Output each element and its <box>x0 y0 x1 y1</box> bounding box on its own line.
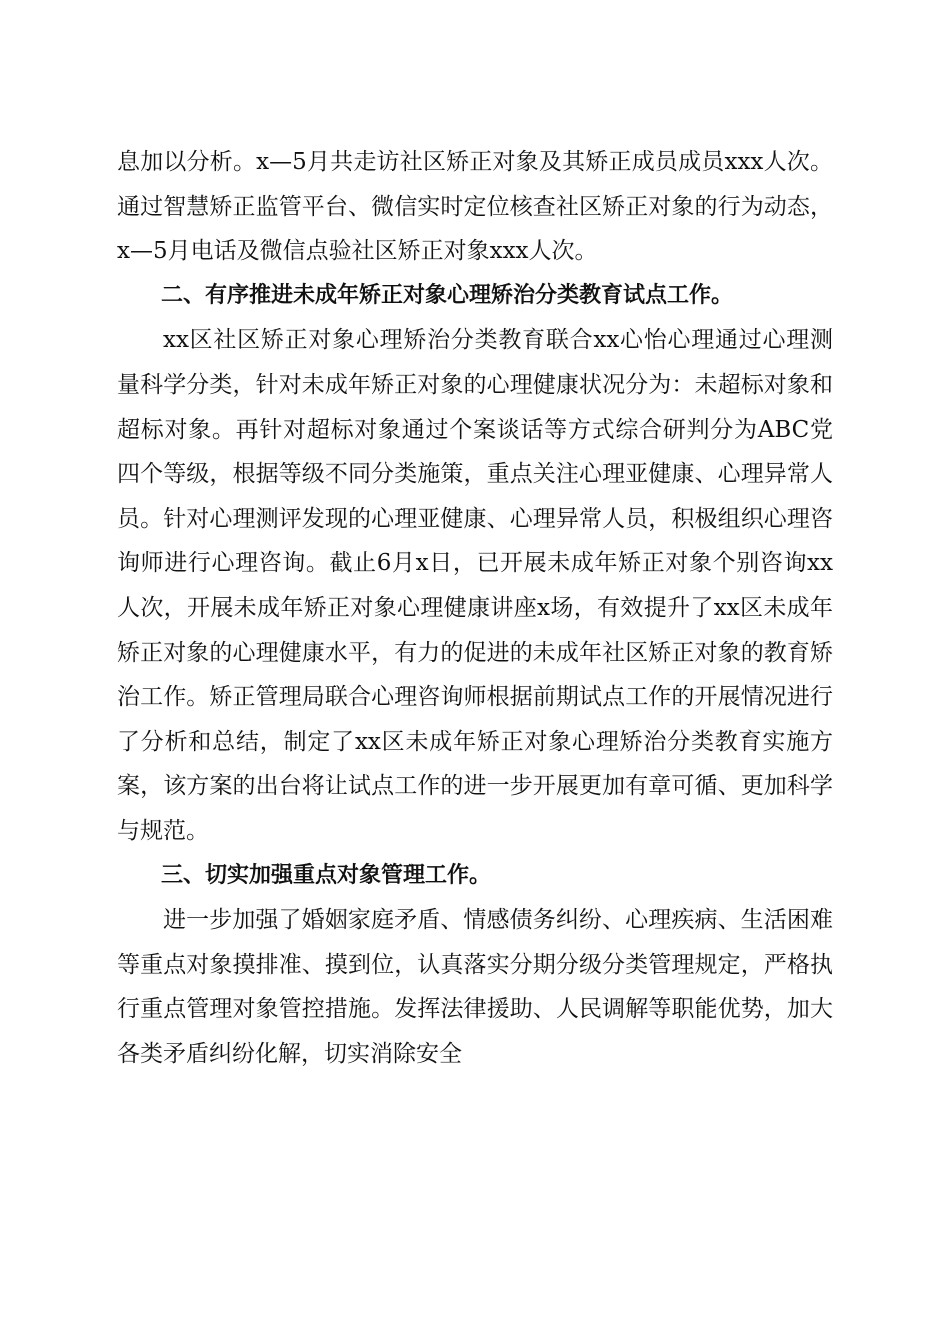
document-body <box>117 140 833 1076</box>
paragraph-key-targets: 进一步加强了婚姻家庭矛盾、情感债务纠纷、心理疾病、生活困难等重点对象摸排准、摸到位，认真落实分期分级分类管理规定，严格执行重点管理对象管控措施。发挥法律援助、人民调解等职能优势，加大各类矛盾纠纷化解，切实消除安全 <box>117 907 833 1067</box>
section-heading-2: 二、有序推进未成年矫正对象心理矫治分类教育试点工作。 <box>161 282 734 308</box>
section-heading-3: 三、切实加强重点对象管理工作。 <box>161 862 492 888</box>
paragraph-continuation: 息加以分析。x—5月共走访社区矫正对象及其矫正成员成员xxx人次。通过智慧矫正监管平台、微信实时定位核查社区矫正对象的行为动态，x—5月电话及微信点验社区矫正对象xxx人次。 <box>117 149 833 265</box>
paragraph-psychological-correction: xx区社区矫正对象心理矫治分类教育联合xx心怡心理通过心理测量科学分类，针对未成年矫正对象的心理健康状况分为：未超标对象和超标对象。再针对超标对象通过个案谈话等方式综合研判分为ABC党四个等级，根据等级不同分类施策，重点关注心理亚健康、心理异常人员。针对心理测评发现的心理亚健康、心理异常人员，积极组织心理咨询师进行心理咨询。截止6月x日，已开展未成年矫正对象个别咨询xx人次，开展未成年矫正对象心理健康讲座x场，有效提升了xx区未成年矫正对象的心理健康水平，有力的促进的未成年社区矫正对象的教育矫治工作。矫正管理局联合心理咨询师根据前期试点工作的开展情况进行了分析和总结，制定了xx区未成年矫正对象心理矫治分类教育实施方案，该方案的出台将让试点工作的进一步开展更加有章可循、更加科学与规范。 <box>117 327 833 844</box>
